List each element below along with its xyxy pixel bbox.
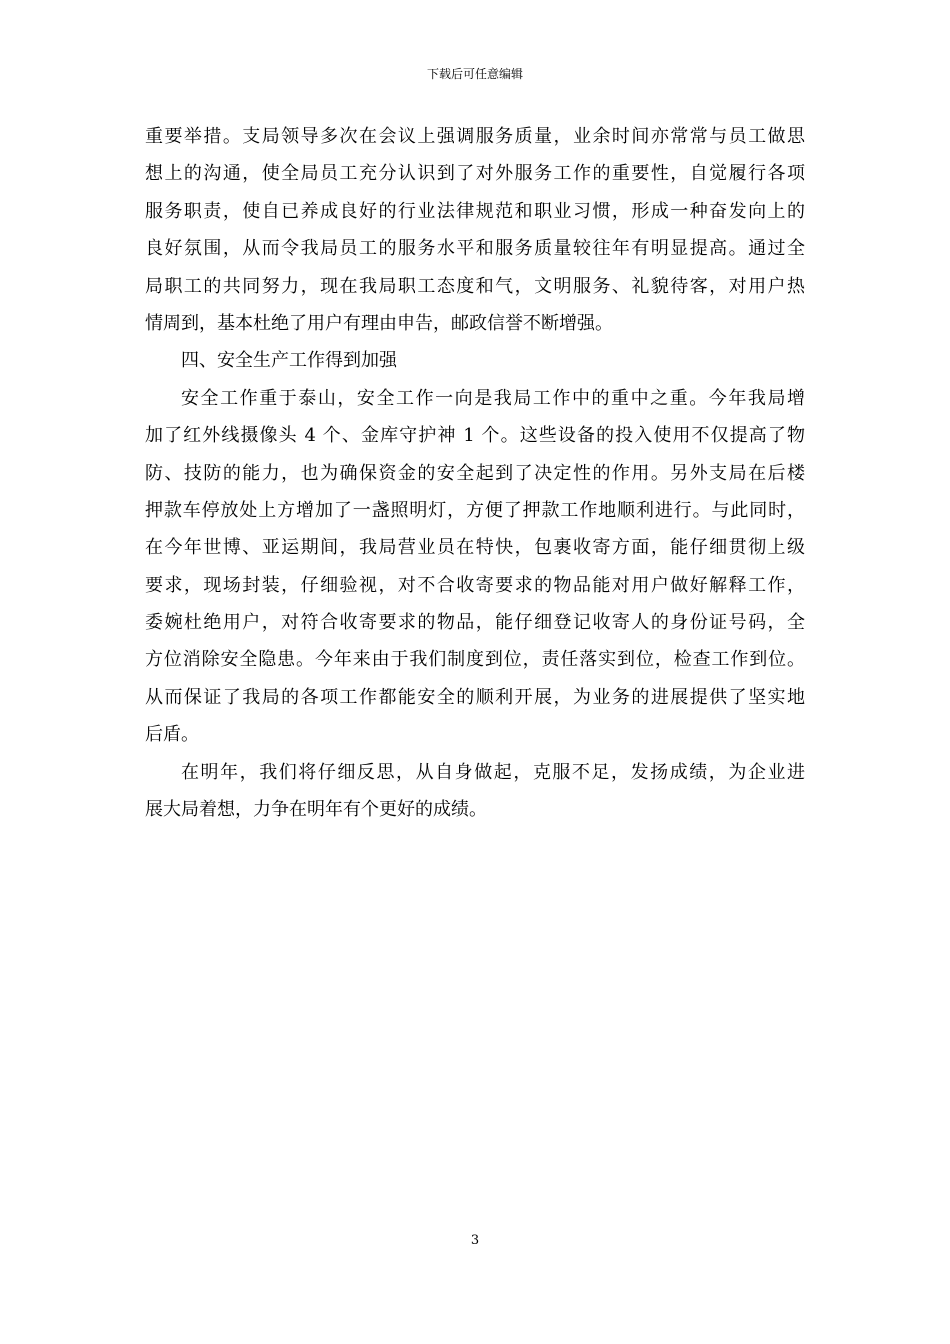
text-line: 方位消除安全隐患。今年来由于我们制度到位，责任落实到位，检查工作到位。 — [145, 649, 805, 671]
text-line: 加了红外线摄像头 4 个、金库守护神 1 个。这些设备的投入使用不仅提高了物 — [145, 425, 805, 447]
text-line: 后盾。 — [145, 724, 199, 746]
text-line: 安全工作重于泰山，安全工作一向是我局工作中的重中之重。今年我局增 — [181, 387, 805, 409]
section-heading: 四、安全生产工作得到加强 — [181, 350, 397, 372]
page-number: 3 — [470, 1233, 480, 1248]
text-line: 押款车停放处上方增加了一盏照明灯，方便了押款工作地顺利进行。与此同时， — [145, 499, 805, 521]
text-line: 防、技防的能力，也为确保资金的安全起到了决定性的作用。另外支局在后楼 — [145, 462, 805, 484]
text-line: 情周到，基本杜绝了用户有理由申告，邮政信誉不断增强。 — [145, 312, 613, 334]
text-line: 在明年，我们将仔细反思，从自身做起，克服不足，发扬成绩，为企业进 — [181, 761, 805, 783]
text-line: 展大局着想，力争在明年有个更好的成绩。 — [145, 799, 487, 821]
text-line: 良好氛围，从而令我局员工的服务水平和服务质量较往年有明显提高。通过全 — [145, 238, 805, 260]
text-line: 想上的沟通，使全局员工充分认识到了对外服务工作的重要性，自觉履行各项 — [145, 163, 805, 185]
page-header: 下载后可任意编辑 — [426, 67, 523, 81]
text-line: 委婉杜绝用户，对符合收寄要求的物品，能仔细登记收寄人的身份证号码，全 — [145, 612, 805, 634]
text-line: 要求，现场封装，仔细验视，对不合收寄要求的物品能对用户做好解释工作， — [145, 574, 805, 596]
text-line: 服务职责，使自已养成良好的行业法律规范和职业习惯，形成一种奋发向上的 — [145, 200, 805, 222]
text-line: 从而保证了我局的各项工作都能安全的顺利开展，为业务的进展提供了坚实地 — [145, 686, 805, 708]
text-line: 局职工的共同努力，现在我局职工态度和气，文明服务、礼貌待客，对用户热 — [145, 275, 805, 297]
document-body — [145, 118, 805, 828]
text-line: 重要举措。支局领导多次在会议上强调服务质量，业余时间亦常常与员工做思 — [145, 126, 805, 147]
text-line: 在今年世博、亚运期间，我局营业员在特快，包裹收寄方面，能仔细贯彻上级 — [145, 537, 805, 559]
